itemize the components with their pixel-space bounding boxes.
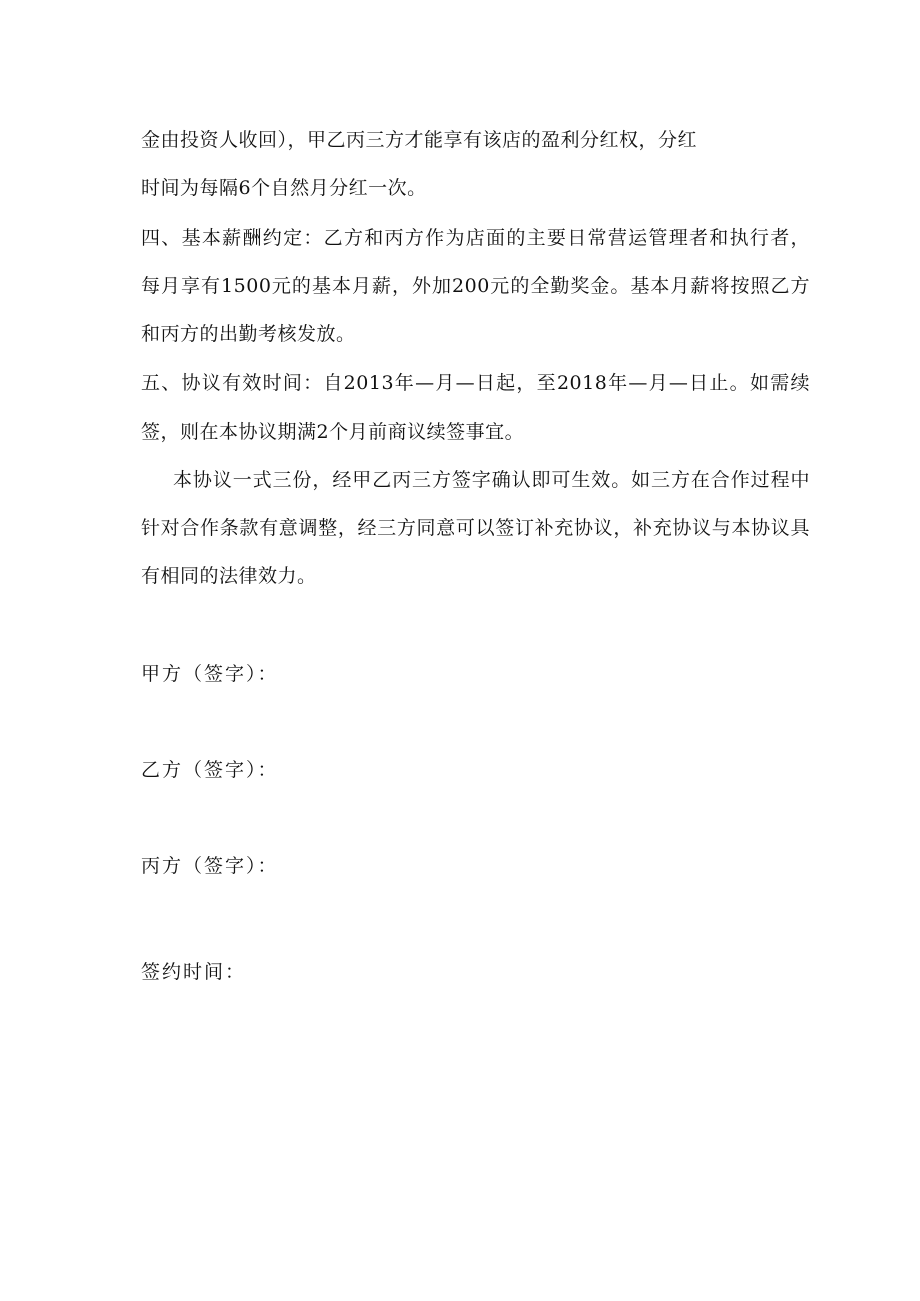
party-c-signature-label: 丙方（签字）： [141,855,279,877]
clause-4-line-2: 每月享有1500元的基本月薪，外加200元的全勤奖金。基本月薪将按照乙方 [141,275,810,297]
text-line-1: 金由投资人收回），甲乙丙三方才能享有该店的盈利分红权，分红 [141,129,698,151]
clause-4-line-1: 四、基本薪酬约定：乙方和丙方作为店面的主要日常营运管理者和执行者， [141,227,810,249]
clause-5-line-1: 五、协议有效时间：自2013年—月—日起，至2018年—月—日止。如需续 [141,372,810,394]
clause-5-line-2: 签，则在本协议期满2个月前商议续签事宜。 [141,421,525,443]
closing-paragraph-line-2: 针对合作条款有意调整，经三方同意可以签订补充协议，补充协议与本协议具 [141,517,810,539]
text-line-2: 时间为每隔6个自然月分红一次。 [141,177,427,199]
party-b-signature-label: 乙方（签字）： [141,759,279,781]
signing-date-label: 签约时间： [141,961,247,983]
closing-paragraph-line-3: 有相同的法律效力。 [141,565,317,587]
party-a-signature-label: 甲方（签字）： [141,663,279,685]
closing-paragraph-line-1: 本协议一式三份，经甲乙丙三方签字确认即可生效。如三方在合作过程中 [173,469,810,491]
clause-4-line-3: 和丙方的出勤考核发放。 [141,323,356,345]
